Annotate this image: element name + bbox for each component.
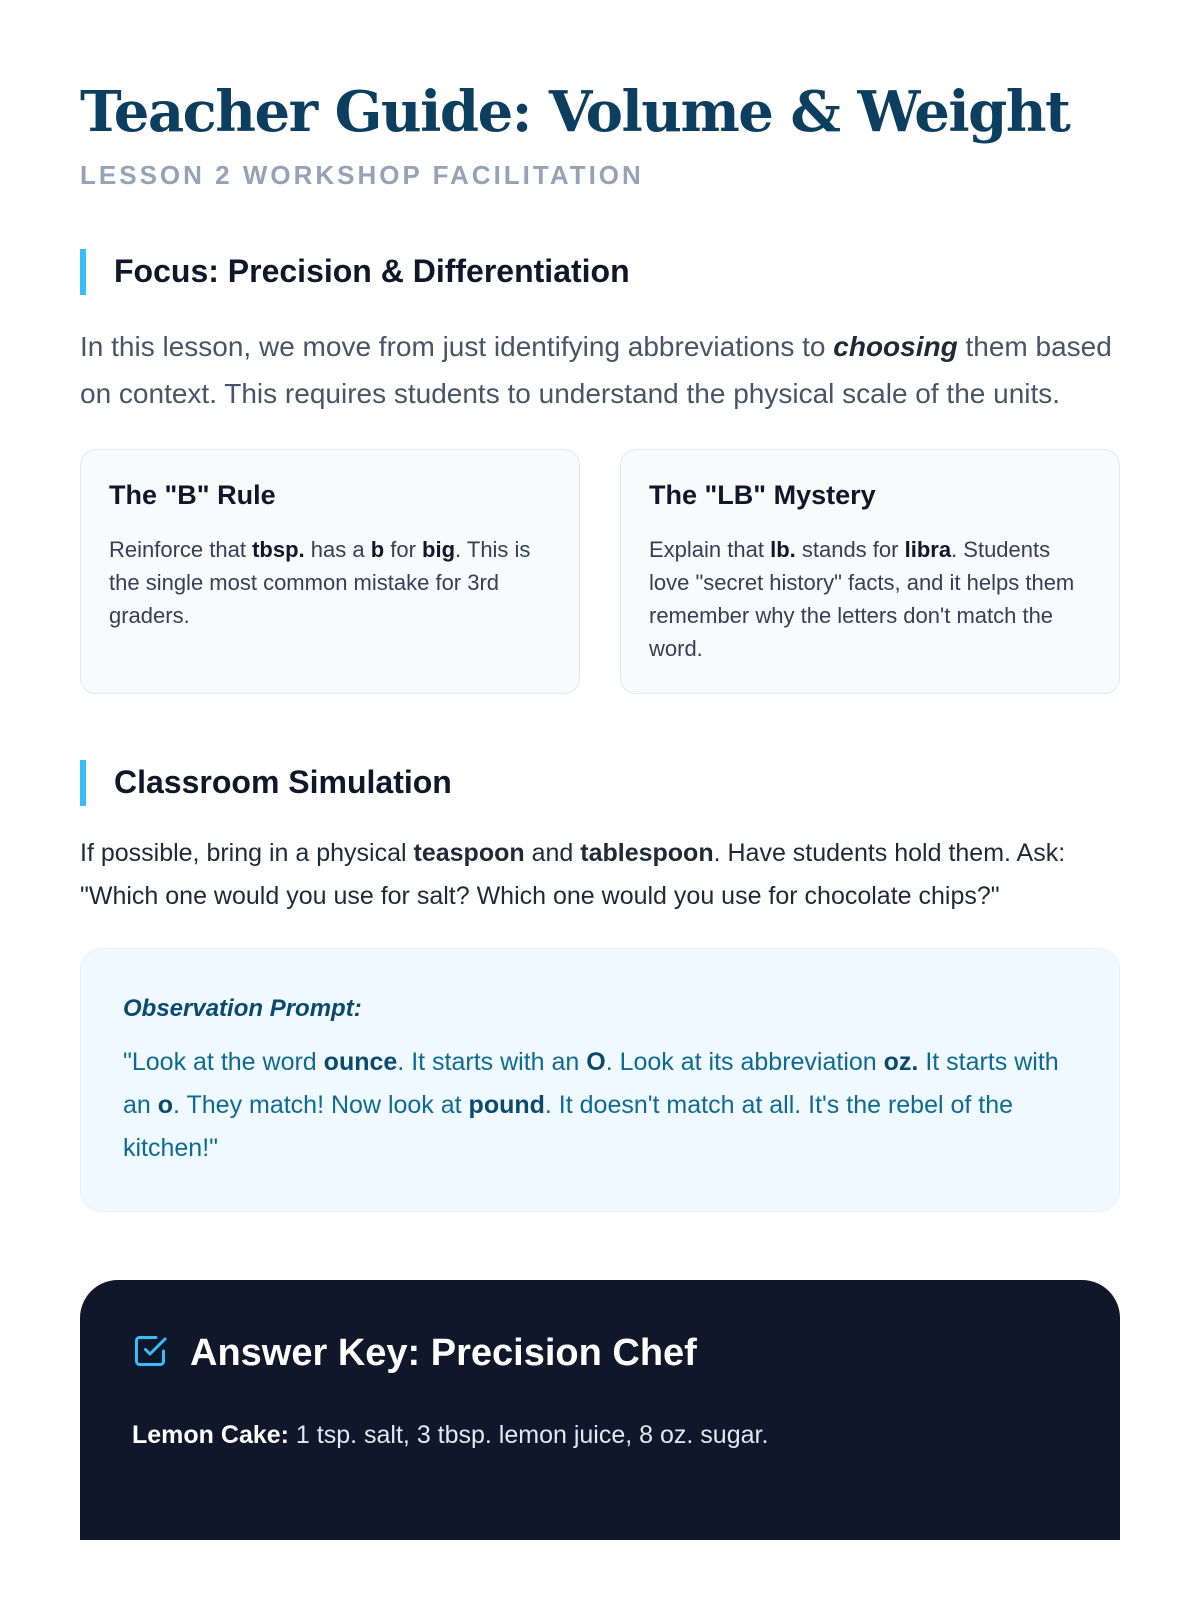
card-bold: lb. <box>770 536 796 562</box>
answer-key-panel <box>80 1280 1120 1540</box>
prompt-span: . It starts with an <box>397 1047 587 1076</box>
prompt-span: "Look at the word <box>123 1047 324 1076</box>
prompt-span: It starts with an <box>123 1047 1059 1119</box>
sim-bold: tablespoon <box>580 838 714 867</box>
answer-item <box>132 1421 1068 1450</box>
prompt-text <box>123 1041 1077 1170</box>
sim-bold: teaspoon <box>413 838 525 867</box>
page-title: Teacher Guide: Volume & Weight <box>80 79 1070 145</box>
intro-emphasis: choosing <box>833 330 958 362</box>
card-text: . This is the single most common mistake for 3rd graders. <box>109 536 531 628</box>
answer-item-text: 1 tsp. salt, 3 tbsp. lemon juice, 8 oz. sugar. <box>288 1420 769 1449</box>
prompt-span: . Look at its abbreviation <box>605 1047 884 1076</box>
card-text: for <box>384 536 423 562</box>
prompt-bold: ounce <box>323 1047 398 1076</box>
card-bold: b <box>370 536 385 562</box>
prompt-span: . It doesn't match at all. It's the rebel of the kitchen!" <box>123 1090 1014 1162</box>
prompt-span: . They match! Now look at <box>173 1090 469 1119</box>
observation-prompt-box <box>80 948 1120 1212</box>
sim-text: If possible, bring in a physical <box>80 838 414 867</box>
intro-text-cont: them based on context. This requires students to understand the physical scale of the units. <box>80 330 1112 409</box>
answer-key-title: Answer Key: Precision Chef <box>190 1331 697 1374</box>
card-body <box>649 533 1091 665</box>
intro-text: In this lesson, we move from just identifying abbreviations to <box>80 330 834 362</box>
sim-text: and <box>524 838 581 867</box>
page-subtitle: LESSON 2 WORKSHOP FACILITATION <box>80 159 644 190</box>
card-bold: tbsp. <box>252 536 305 562</box>
prompt-bold: o <box>157 1090 174 1119</box>
card-bold: libra <box>904 536 952 562</box>
card-text: has a <box>304 536 371 562</box>
section-heading-focus: Focus: Precision & Differentiation <box>80 249 1120 295</box>
card-text: Reinforce that <box>109 536 253 562</box>
card-b-rule <box>80 449 580 694</box>
prompt-bold: oz. <box>883 1047 919 1076</box>
prompt-bold: pound <box>468 1090 545 1119</box>
sim-text: . Have students hold them. Ask: "Which one would you use for salt? Which one would you use for chocolate chips?" <box>80 838 1066 910</box>
section-heading-simulation: Classroom Simulation <box>80 760 1120 806</box>
card-bold: big <box>422 536 456 562</box>
focus-intro <box>80 323 1120 417</box>
card-text: Explain that <box>649 536 771 562</box>
card-body <box>109 533 551 632</box>
card-lb-mystery <box>620 449 1120 694</box>
prompt-label: Observation Prompt: <box>123 994 362 1022</box>
card-text: stands for <box>795 536 905 562</box>
card-text: . Students love "secret history" facts, and it helps them remember why the letters don't match the word. <box>649 536 1075 661</box>
checkbox-icon <box>132 1333 168 1374</box>
simulation-text <box>80 832 1120 918</box>
card-title: The "B" Rule <box>109 479 276 510</box>
prompt-bold: O <box>586 1047 606 1076</box>
card-title: The "LB" Mystery <box>649 479 876 510</box>
answer-item-label: Lemon Cake: <box>132 1420 289 1449</box>
tip-cards <box>80 449 1120 694</box>
answer-key-header <box>132 1332 1068 1375</box>
